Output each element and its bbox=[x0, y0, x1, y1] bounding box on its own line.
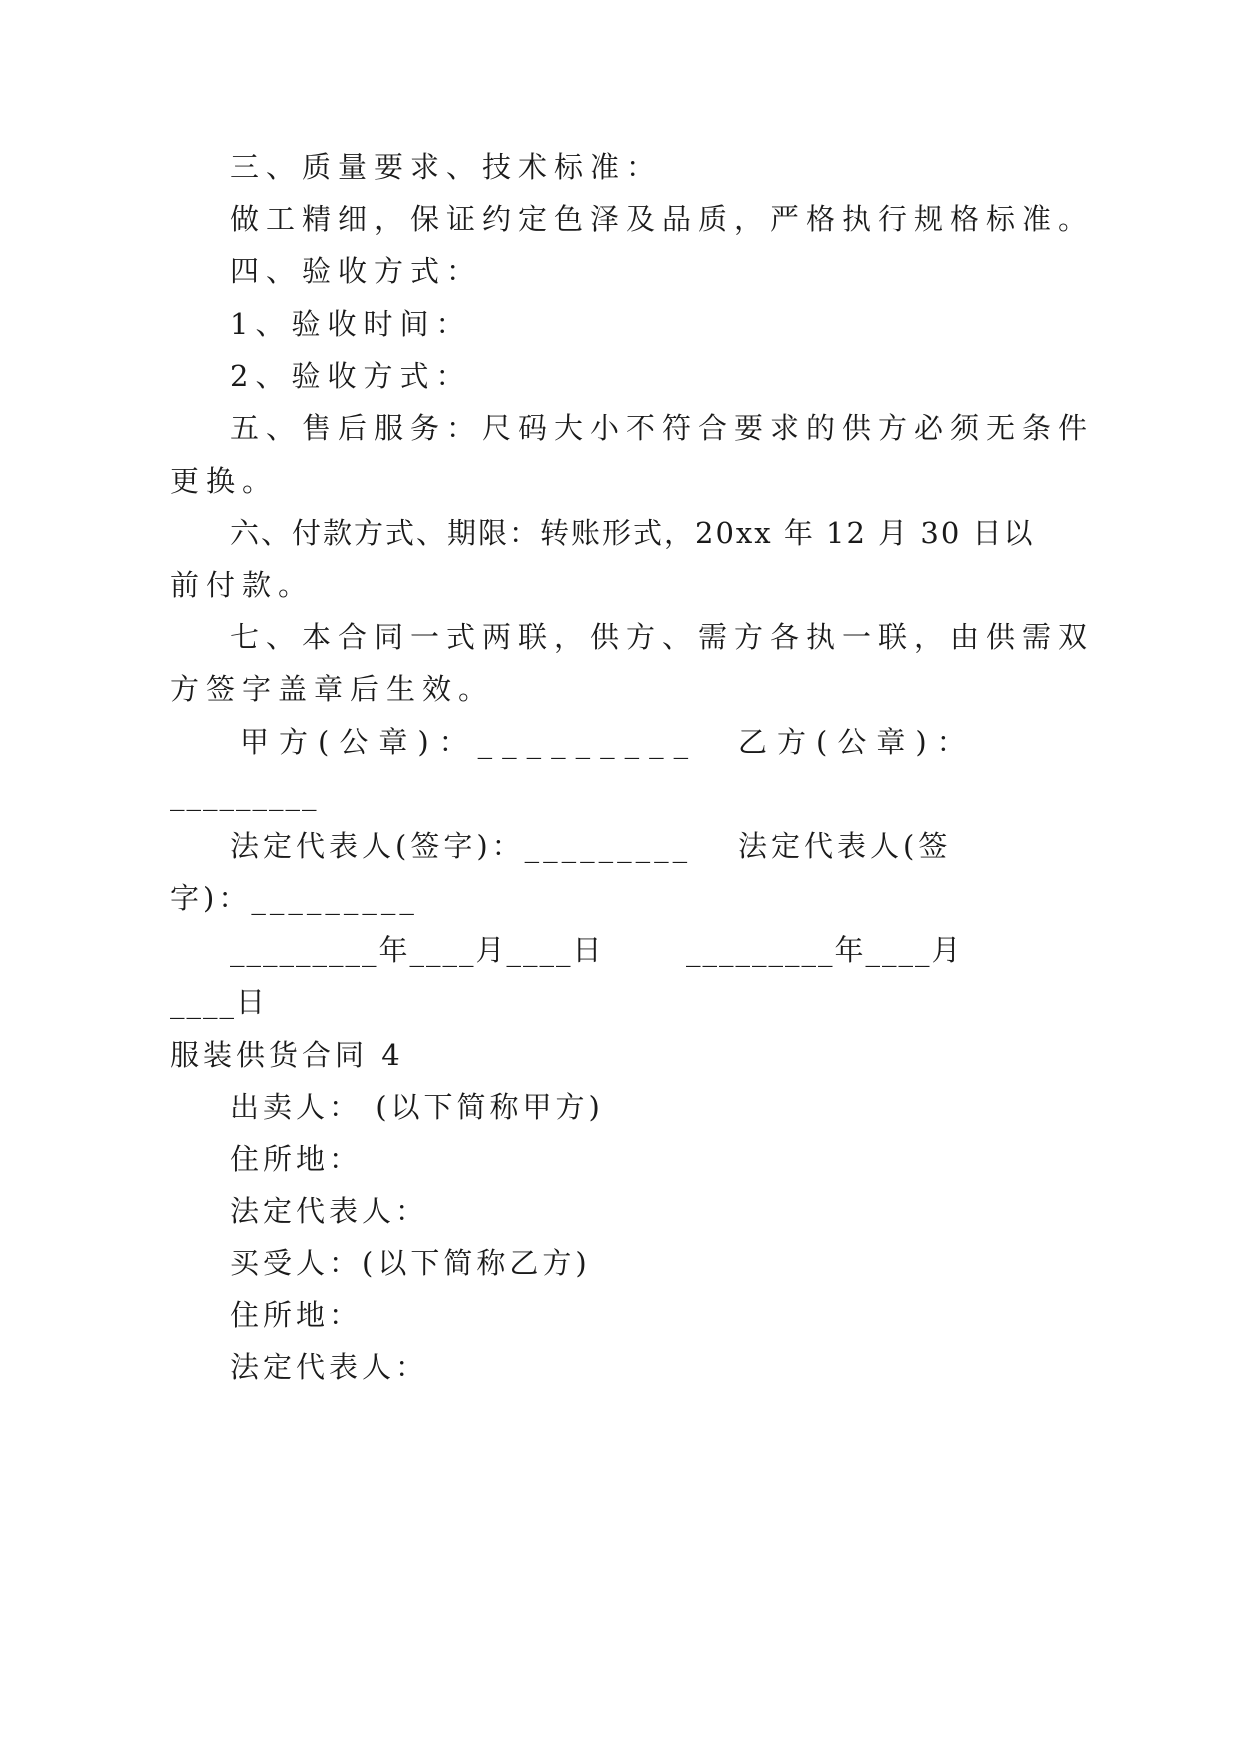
section-4-heading: 四、验收方式： bbox=[230, 254, 483, 288]
party-b-date-cont: ____日 bbox=[170, 985, 268, 1019]
contract-4-title: 服装供货合同 4 bbox=[170, 1038, 404, 1072]
party-b-seal: 乙方(公章)： bbox=[738, 725, 976, 759]
seller-line: 出卖人： (以下简称甲方) bbox=[230, 1090, 604, 1124]
section-6-text-cont: 前付款。 bbox=[170, 568, 315, 602]
section-3-heading: 三、质量要求、技术标准： bbox=[230, 150, 663, 184]
party-b-representative: 法定代表人(签 bbox=[738, 829, 952, 863]
party-a-seal: 甲方(公章)：_________ bbox=[240, 725, 699, 759]
acceptance-method: 2、验收方式： bbox=[230, 359, 472, 393]
acceptance-time: 1、验收时间： bbox=[230, 307, 472, 341]
party-b-date: _________年____月 bbox=[686, 933, 963, 967]
section-7-text: 七、本合同一式两联，供方、需方各执一联，由供需双 bbox=[230, 620, 1095, 654]
section-6-text: 六、付款方式、期限：转账形式，20xx 年 12 月 30 日以 bbox=[230, 516, 1035, 550]
party-a-date: _________年____月____日 bbox=[230, 933, 604, 967]
seller-representative: 法定代表人： bbox=[230, 1194, 429, 1228]
section-7-text-cont: 方签字盖章后生效。 bbox=[170, 672, 495, 706]
party-b-representative-cont: 字)：_________ bbox=[170, 881, 418, 915]
buyer-line: 买受人：(以下简称乙方) bbox=[230, 1246, 591, 1280]
buyer-address: 住所地： bbox=[230, 1298, 363, 1332]
party-a-representative: 法定代表人(签字)：_________ bbox=[230, 829, 692, 863]
section-5-text: 五、售后服务：尺码大小不符合要求的供方必须无条件 bbox=[230, 411, 1095, 445]
section-3-text: 做工精细，保证约定色泽及品质，严格执行规格标准。 bbox=[230, 202, 1095, 236]
buyer-representative: 法定代表人： bbox=[230, 1350, 429, 1384]
party-b-seal-blank: _________ bbox=[170, 777, 319, 811]
seller-address: 住所地： bbox=[230, 1142, 363, 1176]
section-5-text-cont: 更换。 bbox=[170, 464, 279, 498]
